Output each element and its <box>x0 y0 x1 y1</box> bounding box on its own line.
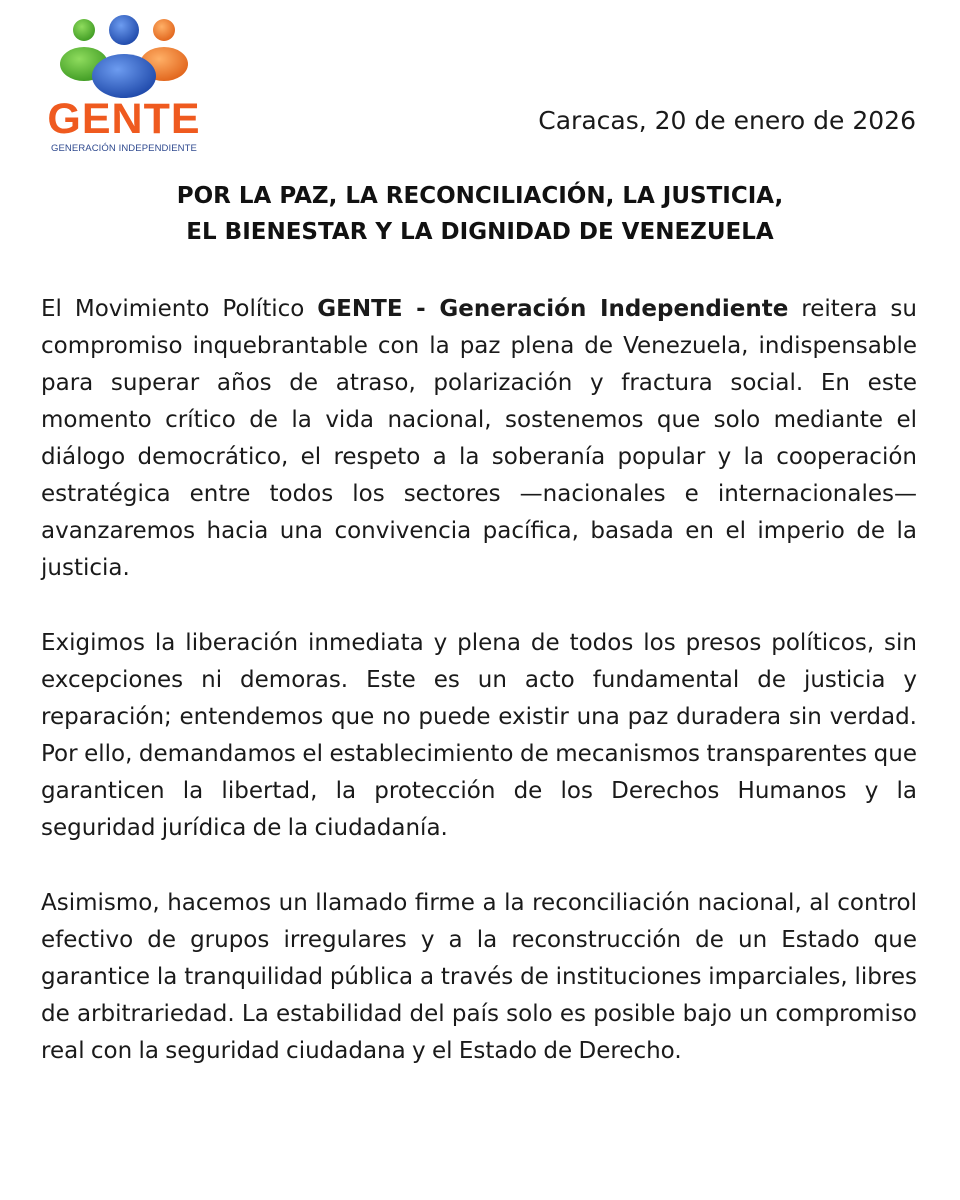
paragraph-2: Exigimos la liberación inmediata y plena de todos los presos políticos, sin excepciones ni demoras. Este es un acto fundamental de justicia y reparación; entendemos que no puede existir una paz duradera sin verdad. Por ello, demandamos el establecimiento de mecanismos transparentes que garanticen la libertad, la protección de los Derechos Humanos y la seguridad jurídica de la ciudadanía. <box>41 630 917 841</box>
paragraph-3: Asimismo, hacemos un llamado firme a la reconciliación nacional, al control efectivo de grupos irregulares y a la reconstrucción de un Estado que garantice la tranquilidad pública a través de instituciones imparciales, libres de arbitrariedad. La estabilidad del país solo es posible bajo un compromiso real con la seguridad ciudadana y el Estado de Derecho. <box>41 890 917 1064</box>
people-logo-icon <box>54 14 194 100</box>
document-title <box>40 178 920 250</box>
movement-name: GENTE - Generación Independiente <box>317 296 789 322</box>
paragraph-1-text: reitera su compromiso inquebrantable con la paz plena de Venezuela, indispensable para superar años de atraso, polarización y fractura social. En este momento crítico de la vida nacional, sostenemos que solo mediante el diálogo democrático, el respeto a la soberanía popular y la cooperación estratégica entre todos los sectores —nacionales e internacionales— avanzaremos hacia una convivencia pacífica, basada en el imperio de la justicia. <box>41 296 917 581</box>
paragraph-1-intro: El Movimiento Político <box>41 296 318 322</box>
gente-logo <box>40 14 208 154</box>
title-line-1: POR LA PAZ, LA RECONCILIACIÓN, LA JUSTICIA, <box>176 183 784 209</box>
logo-wordmark: GENTE <box>47 95 201 143</box>
paragraph-1 <box>41 291 917 587</box>
logo-subtitle: GENERACIÓN INDEPENDIENTE <box>51 143 197 154</box>
place-date: Caracas, 20 de enero de 2026 <box>538 106 916 135</box>
title-line-2: EL BIENESTAR Y LA DIGNIDAD DE VENEZUELA <box>186 219 774 245</box>
document-body <box>41 291 917 1108</box>
